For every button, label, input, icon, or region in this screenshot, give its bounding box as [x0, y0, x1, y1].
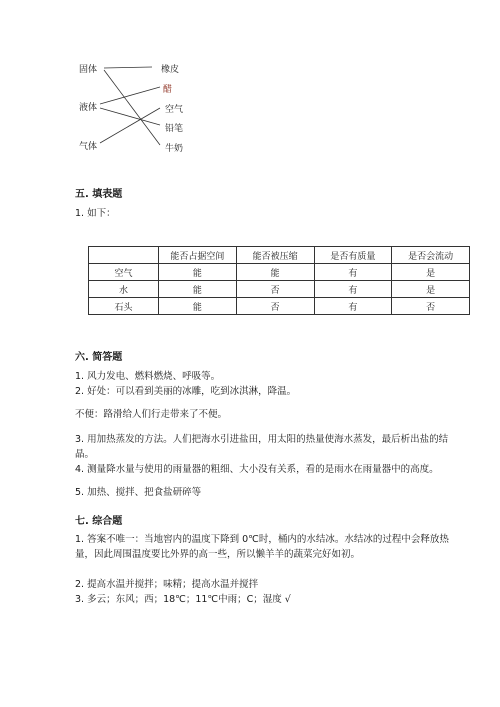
table-cell: 能: [159, 281, 237, 298]
table-cell: 否: [236, 298, 314, 315]
table-header-cell: 是否有质量: [314, 247, 392, 264]
table-cell: 是: [392, 264, 470, 281]
table-cell: 水: [89, 281, 159, 298]
table-header-cell: 能否占据空间: [159, 247, 237, 264]
match-right-air: 空气: [165, 105, 184, 115]
table-cell: 否: [236, 281, 314, 298]
section7-title: 七. 综合题: [75, 516, 123, 527]
table-cell: 能: [159, 264, 237, 281]
table-header-cell: 是否会流动: [392, 247, 470, 264]
match-line: [100, 108, 160, 125]
section7-answer-3: 3. 多云；东风；西；18℃；11℃中雨；C；湿度 √: [75, 594, 291, 605]
table-cell: 能: [236, 264, 314, 281]
table-header-cell: 能否被压缩: [236, 247, 314, 264]
table-row: [89, 298, 470, 315]
section6-answer-1: 1. 风力发电、燃料燃烧、呼吸等。: [75, 371, 221, 382]
match-right-milk: 牛奶: [165, 144, 184, 154]
table-row: [89, 264, 470, 281]
table-row: [89, 281, 470, 298]
section6-title: 六. 简答题: [75, 352, 123, 363]
section5-q1: 1. 如下：: [75, 208, 116, 219]
matching-lines: [0, 0, 500, 170]
table-cell: 有: [314, 298, 392, 315]
section6-answer-3: 3. 用加热蒸发的方法。人们把海水引进盐田，用太阳的热量使海水蒸发，最后析出盐的结晶。: [75, 434, 449, 460]
section6-answer-2b: 不便：路滑给人们行走带来了不便。: [75, 409, 228, 420]
match-right-vinegar: 醋: [163, 85, 173, 95]
section6-answer-4: 4. 测量降水量与使用的雨量器的粗细、大小没有关系，看的是雨水在雨量器中的高度。: [75, 464, 439, 475]
match-right-pencil: 铅笔: [165, 124, 184, 134]
match-line: [104, 70, 160, 145]
table-cell: 否: [392, 298, 470, 315]
table-header-cell: [89, 247, 159, 264]
table-cell: 有: [314, 281, 392, 298]
section5-title: 五. 填表题: [75, 189, 123, 200]
properties-table: [88, 246, 470, 315]
table-cell: 是: [392, 281, 470, 298]
match-left-liquid: 液体: [79, 103, 98, 113]
match-left-solid: 固体: [79, 65, 98, 75]
match-line: [100, 108, 160, 143]
match-line: [100, 87, 160, 104]
match-right-eraser: 橡皮: [161, 65, 180, 75]
section6-answer-5: 5. 加热、搅拌、把食盐研碎等: [75, 487, 202, 498]
table-cell: 有: [314, 264, 392, 281]
table-cell: 空气: [89, 264, 159, 281]
section7-answer-2: 2. 提高水温并搅拌；味精；提高水温并搅拌: [75, 579, 259, 590]
match-left-gas: 气体: [79, 142, 98, 152]
section6-answer-2: 2. 好处：可以看到美丽的冰雕，吃到冰淇淋，降温。: [75, 386, 297, 397]
match-line: [104, 67, 152, 68]
table-header-row: [89, 247, 470, 264]
table-cell: 能: [159, 298, 237, 315]
table-cell: 石头: [89, 298, 159, 315]
section7-answer-1: 1. 答案不唯一：当地窖内的温度下降到 0℃时，桶内的水结冰。水结冰的过程中会释放热量，因此周围温度要比外界的高一些，所以懒羊羊的蔬菜完好如初。: [75, 534, 449, 560]
